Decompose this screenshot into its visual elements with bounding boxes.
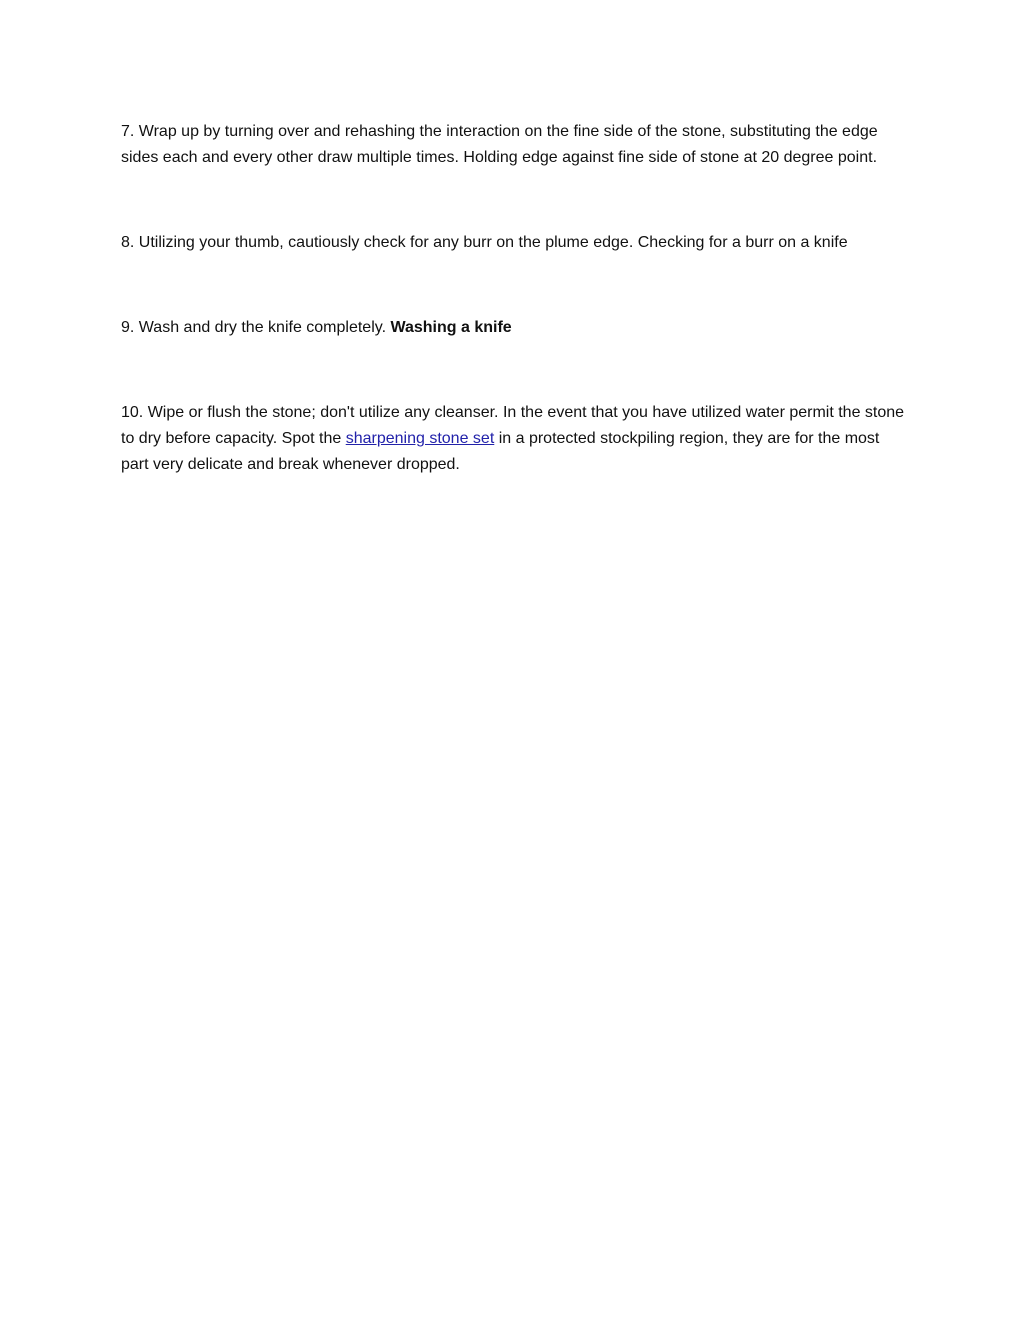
step-9-bold-caption: Washing a knife (390, 319, 512, 336)
step-10-text-after-link: in a protected stockpiling region, they are for the most part very delicate and break whenever dropped. (121, 430, 880, 473)
step-8-text: 8. Utilizing your thumb, cautiously check for any burr on the plume edge. Checking for a burr on a knife (121, 234, 848, 251)
sharpening-stone-set-link[interactable]: sharpening stone set (345, 430, 495, 447)
step-8 (121, 230, 911, 256)
step-10-text-before-link: 10. Wipe or flush the stone; don't utilize any cleanser. In the event that you have utilized water permit the stone to dry before capacity. Spot the (121, 404, 905, 447)
step-9 (121, 315, 911, 341)
step-10 (121, 400, 911, 478)
step-7 (121, 119, 911, 171)
document-body (121, 119, 911, 478)
step-7-text: 7. Wrap up by turning over and rehashing the interaction on the fine side of the stone, substituting the edge sides each and every other draw multiple times. Holding edge against fine side of stone at 20 degree point. (121, 123, 878, 166)
step-9-text: 9. Wash and dry the knife completely. (121, 319, 391, 336)
